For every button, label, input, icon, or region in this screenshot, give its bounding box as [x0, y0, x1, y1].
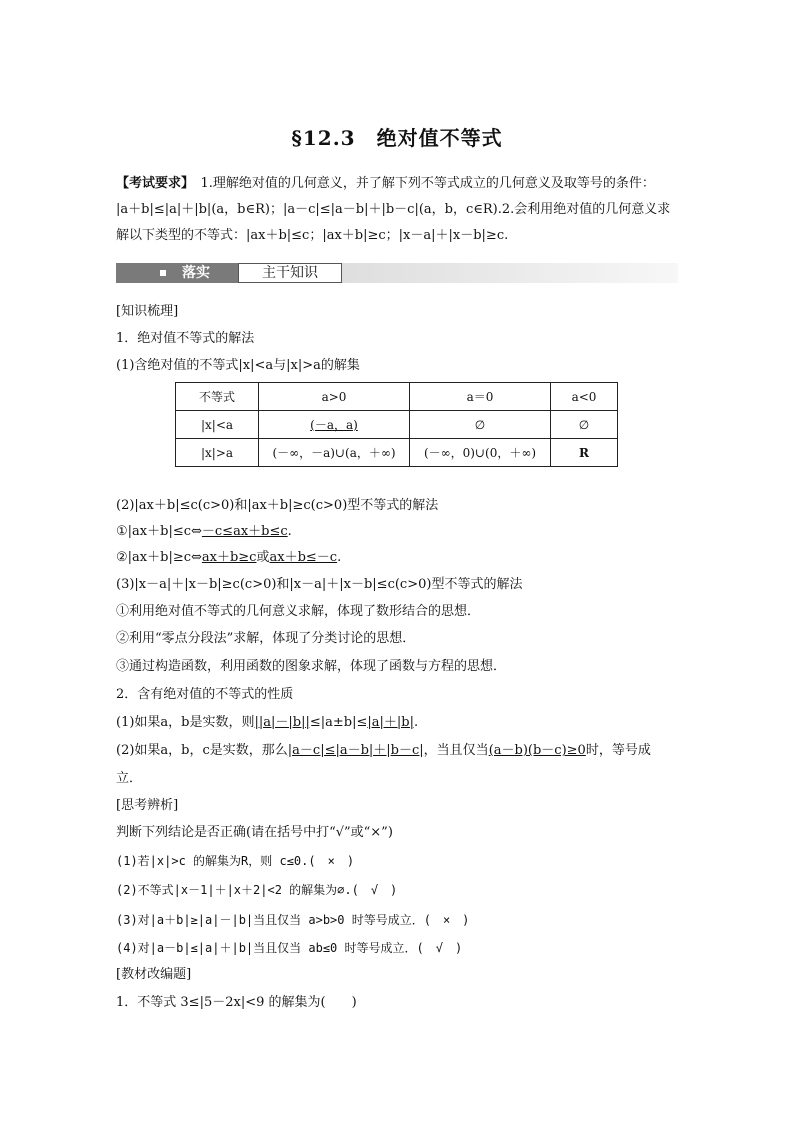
answer-blank: ax＋b≤－c — [269, 550, 338, 565]
text-segment: 时，等号成 — [585, 743, 651, 758]
table-cell: ∅ — [410, 411, 551, 439]
table-cell: R — [551, 439, 618, 467]
banner-dark-label: 落实 — [182, 265, 210, 281]
knowledge-heading: [知识梳理] — [116, 304, 179, 319]
section-1-heading: 1．绝对值不等式的解法 — [116, 331, 255, 346]
table-row — [176, 439, 618, 467]
table-cell: |x|>a — [176, 439, 259, 467]
answer-blank: ||a|－|b|| — [254, 715, 310, 730]
section-1-3: (3)|x－a|＋|x－b|≥c(c>0)和|x－a|＋|x－b|≤c(c>0)型不等式的解法 — [116, 577, 523, 592]
thinking-intro: 判断下列结论是否正确(请在括号中打“√”或“×”) — [116, 825, 393, 840]
answer-blank: ax＋b≥c — [201, 550, 257, 565]
list-item: (4)对|a－b|≤|a|＋|b|当且仅当 ab≤0 时等号成立．( √ ) — [116, 941, 463, 955]
text-segment: . — [413, 715, 419, 730]
section-2-2 — [116, 742, 686, 760]
page-title: §12.3 绝对值不等式 — [291, 126, 503, 150]
text-segment: ≤|a±b|≤ — [309, 715, 368, 730]
banner-dark — [116, 263, 238, 283]
textbook-q1: 1．不等式 3≤|5－2x|<9 的解集为( ) — [116, 995, 357, 1010]
section-1-3a: ①利用绝对值不等式的几何意义求解，体现了数形结合的思想． — [116, 604, 481, 619]
text-segment: (1)如果a，b是实数，则 — [116, 715, 255, 730]
table-header-cell: 不等式 — [176, 383, 259, 411]
section-banner — [116, 263, 678, 283]
requirements-line-1 — [116, 175, 686, 193]
textbook-heading: [教材改编题] — [116, 967, 192, 982]
text-segment: 或 — [256, 550, 270, 565]
answer-blank: |a－c|≤|a－b|＋|b－c| — [287, 743, 424, 758]
table-header-cell: a>0 — [259, 383, 410, 411]
answer-blank: |a|＋|b| — [367, 715, 414, 730]
section-1-3c: ③通过构造函数，利用函数的图象求解，体现了函数与方程的思想． — [116, 659, 507, 674]
table-row — [176, 411, 618, 439]
list-item: (2)不等式|x－1|＋|x＋2|<2 的解集为∅.( √ ) — [116, 883, 398, 897]
text-segment: . — [337, 550, 342, 565]
list-item: (3)对|a＋b|≥|a|－|b|当且仅当 a>b>0 时等号成立．( × ) — [116, 913, 470, 927]
requirements-tag: 【考试要求】 — [116, 176, 188, 191]
section-2-1 — [116, 714, 686, 732]
section-1-2b — [116, 549, 686, 567]
section-2-2-cont: 立． — [116, 771, 143, 786]
text-segment: . — [287, 524, 292, 539]
table-cell: (－∞，0)∪(0，＋∞) — [410, 439, 551, 467]
requirements-text-1: 1.理解绝对值的几何意义，并了解下列不等式成立的几何意义及取等号的条件： — [187, 176, 655, 191]
table-cell: (－∞，－a)∪(a，＋∞) — [259, 439, 410, 467]
square-bullet-icon — [160, 270, 166, 276]
text-segment: (2)如果a，b，c是实数，那么 — [116, 743, 288, 758]
table-header-cell: a＝0 — [410, 383, 551, 411]
text-segment: ②|ax＋b|≥c⇔ — [116, 550, 202, 565]
section-1-3b: ②利用“零点分段法”求解，体现了分类讨论的思想． — [116, 631, 416, 646]
text-segment: ①|ax＋b|≤c⇔ — [116, 524, 202, 539]
thinking-heading: [思考辨析] — [116, 798, 179, 813]
requirements-line-3: 解以下类型的不等式：|ax＋b|≤c；|ax＋b|≥c；|x－a|＋|x－b|≥c. — [116, 228, 509, 243]
requirements-line-2: |a＋b|≤|a|＋|b|(a，b∈R)；|a－c|≤|a－b|＋|b－c|(a，b，c∈R).2.会利用绝对值的几何意义求 — [116, 202, 671, 217]
solution-table — [175, 382, 618, 467]
answer-blank: (a－b)(b－c)≥0 — [488, 743, 586, 758]
section-2-heading: 2．含有绝对值的不等式的性质 — [116, 687, 294, 702]
section-1-1: (1)含绝对值的不等式|x|<a与|x|>a的解集 — [116, 358, 360, 373]
table-cell: ∅ — [551, 411, 618, 439]
answer-blank: －c≤ax＋b≤c — [201, 524, 288, 539]
banner-light-label: 主干知识 — [238, 263, 342, 283]
table-header-row — [176, 383, 618, 411]
table-cell: (－a，a) — [259, 411, 410, 439]
section-1-2a — [116, 523, 686, 541]
table-header-cell: a<0 — [551, 383, 618, 411]
section-1-2: (2)|ax＋b|≤c(c>0)和|ax＋b|≥c(c>0)型不等式的解法 — [116, 498, 439, 513]
text-segment: ，当且仅当 — [423, 743, 489, 758]
list-item: (1)若|x|>c 的解集为R，则 c≤0.( × ) — [116, 854, 355, 868]
table-cell: |x|<a — [176, 411, 259, 439]
